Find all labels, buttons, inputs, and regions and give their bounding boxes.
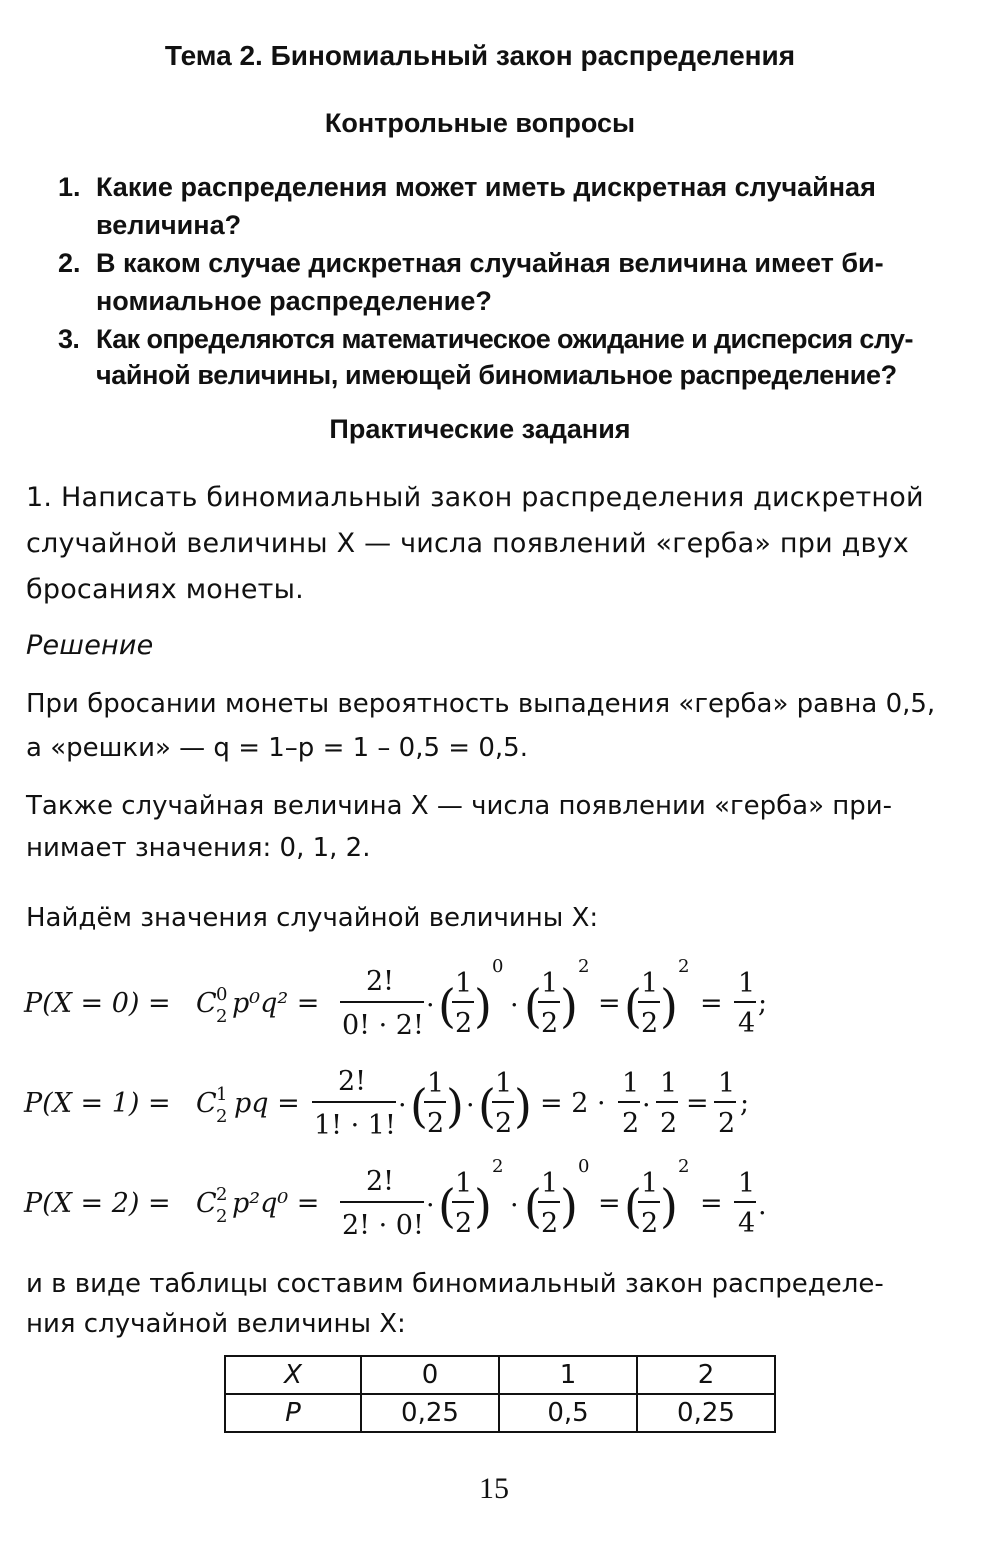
svg-text:(: (: [624, 1179, 642, 1233]
table-cell: 2: [637, 1356, 775, 1394]
svg-text:(: (: [624, 979, 642, 1033]
svg-text:1: 1: [455, 1168, 473, 1199]
table-cell: P: [225, 1394, 361, 1432]
formula-x0-tail: p⁰q² =: [232, 988, 320, 1019]
svg-text:1: 1: [738, 968, 756, 999]
formula-x1-frden: 1! · 1!: [314, 1110, 396, 1141]
svg-text:·: ·: [426, 990, 435, 1021]
formula-x1-csup: 1: [216, 1084, 228, 1105]
tasks-heading: Практические задания: [329, 414, 631, 444]
svg-text:2: 2: [678, 1156, 690, 1177]
svg-text:): ): [660, 1179, 678, 1233]
svg-text:2: 2: [492, 1156, 504, 1177]
svg-text:0: 0: [578, 1156, 590, 1177]
svg-text:2: 2: [718, 1108, 736, 1139]
svg-text:=: =: [700, 988, 723, 1019]
question-2-cont: номиальное распределение?: [96, 286, 492, 316]
formula-x1-tail: pq =: [234, 1088, 300, 1119]
svg-text:1: 1: [455, 968, 473, 999]
formula-x2: [23, 1156, 767, 1241]
para-4-line-2: ния случайной величины X:: [26, 1309, 406, 1339]
svg-text:2: 2: [678, 956, 690, 977]
svg-text:): ): [514, 1079, 532, 1133]
svg-text:2: 2: [455, 1208, 473, 1239]
formula-x2-c: C: [196, 1188, 217, 1219]
solution-label: Решение: [26, 630, 154, 661]
svg-text:(: (: [410, 1079, 428, 1133]
svg-text:1: 1: [641, 968, 659, 999]
formula-x2-lhs: P(X = 2) =: [24, 1188, 171, 1219]
question-2: 2. В каком случае дискретная случайная величина имеет би-: [58, 248, 884, 278]
formula-x1-mid: = 2 ·: [540, 1088, 606, 1119]
formula-x0: [23, 956, 767, 1041]
svg-text:4: 4: [738, 1208, 756, 1239]
svg-text:=: =: [700, 1188, 723, 1219]
svg-text:2: 2: [541, 1208, 559, 1239]
formula-x0-frnum: 2!: [366, 966, 395, 997]
formula-x2-csup: 2: [216, 1184, 228, 1205]
svg-text:.: .: [758, 1190, 767, 1221]
formula-x1-frnum: 2!: [338, 1066, 367, 1097]
svg-text:): ): [560, 1179, 578, 1233]
question-1: 1. Какие распределения может иметь дискретная случайная: [58, 172, 876, 202]
svg-text:·: ·: [642, 1090, 651, 1121]
svg-text:1: 1: [495, 1068, 513, 1099]
para-1-line-1: При бросании монеты вероятность выпадения «герба» равна 0,5,: [26, 689, 936, 719]
table-cell: 1: [499, 1356, 637, 1394]
svg-text:1: 1: [660, 1068, 678, 1099]
svg-text:2: 2: [495, 1108, 513, 1139]
formulas-block: [0, 950, 1000, 1250]
para-3: Найдём значения случайной величины X:: [26, 903, 599, 933]
formula-x2-csub: 2: [216, 1206, 228, 1227]
svg-text:1: 1: [541, 1168, 559, 1199]
formula-x1: [23, 1066, 749, 1141]
table-cell: 0,25: [361, 1394, 499, 1432]
svg-text:): ): [660, 979, 678, 1033]
svg-text:·: ·: [466, 1090, 475, 1121]
svg-text:·: ·: [510, 1190, 519, 1221]
task-1-line-3: бросаниях монеты.: [26, 574, 304, 605]
svg-text:2: 2: [578, 956, 590, 977]
svg-text:(: (: [438, 979, 456, 1033]
para-1-line-2: а «решки» — q = 1–p = 1 – 0,5 = 0,5.: [26, 733, 528, 763]
svg-text:·: ·: [510, 990, 519, 1021]
formula-x2-frden: 2! · 0!: [342, 1210, 424, 1241]
task-1-line-1: 1. Написать биномиальный закон распределения дискретной: [26, 482, 924, 513]
svg-text:): ): [446, 1079, 464, 1133]
formula-x0-csub: 2: [216, 1006, 228, 1027]
svg-text:2: 2: [427, 1108, 445, 1139]
svg-text:(: (: [438, 1179, 456, 1233]
svg-text:·: ·: [398, 1090, 407, 1121]
svg-text:;: ;: [758, 988, 768, 1019]
svg-text:=: =: [598, 988, 621, 1019]
question-3: 3. Как определяются математическое ожидание и дисперсия слу-: [58, 324, 913, 354]
svg-text:2: 2: [622, 1108, 640, 1139]
svg-text:(: (: [524, 979, 542, 1033]
table-cell: 0,25: [637, 1394, 775, 1432]
formula-x0-c: C: [196, 988, 217, 1019]
svg-text:2: 2: [541, 1008, 559, 1039]
svg-text:1: 1: [738, 1168, 756, 1199]
svg-text:): ): [474, 1179, 492, 1233]
para-2-line-1: Также случайная величина X — числа появлении «герба» при-: [26, 791, 893, 821]
svg-text:0: 0: [492, 956, 504, 977]
svg-text:;: ;: [740, 1088, 750, 1119]
svg-text:(: (: [478, 1079, 496, 1133]
table-cell: 0,5: [499, 1394, 637, 1432]
question-1-cont: величина?: [96, 210, 242, 240]
svg-text:2: 2: [641, 1208, 659, 1239]
svg-text:): ): [474, 979, 492, 1033]
para-4-line-1: и в виде таблицы составим биномиальный закон распределе-: [26, 1269, 884, 1299]
svg-text:2: 2: [660, 1108, 678, 1139]
questions-heading: Контрольные вопросы: [324, 108, 636, 138]
svg-text:4: 4: [738, 1008, 756, 1039]
question-3-cont: чайной величины, имеющей биномиальное распределение?: [96, 360, 897, 390]
task-1-line-2: случайной величины X — числа появлений «герба» при двух: [26, 528, 909, 559]
formula-x0-csup: 0: [216, 984, 228, 1005]
svg-text:·: ·: [426, 1190, 435, 1221]
distribution-table: [224, 1355, 776, 1433]
formula-x1-c: C: [196, 1088, 217, 1119]
formula-x2-frnum: 2!: [366, 1166, 395, 1197]
page-number: 15: [479, 1472, 509, 1505]
svg-text:1: 1: [718, 1068, 736, 1099]
table-cell: 0: [361, 1356, 499, 1394]
svg-text:): ): [560, 979, 578, 1033]
svg-text:1: 1: [541, 968, 559, 999]
page-heading: Тема 2. Биномиальный закон распределения: [164, 40, 796, 71]
svg-text:=: =: [598, 1188, 621, 1219]
formula-x1-csub: 2: [216, 1106, 228, 1127]
formula-x2-tail: p²q⁰ =: [232, 1188, 320, 1219]
table-row: [225, 1356, 775, 1394]
table-row: [225, 1394, 775, 1432]
svg-text:2: 2: [641, 1008, 659, 1039]
table-cell: X: [225, 1356, 361, 1394]
svg-text:1: 1: [641, 1168, 659, 1199]
formula-x1-lhs: P(X = 1) =: [24, 1088, 171, 1119]
formula-x0-frden: 0! · 2!: [342, 1010, 424, 1041]
svg-text:2: 2: [455, 1008, 473, 1039]
svg-text:=: =: [686, 1088, 709, 1119]
svg-text:(: (: [524, 1179, 542, 1233]
formula-x0-lhs: P(X = 0) =: [24, 988, 171, 1019]
para-2-line-2: нимает значения: 0, 1, 2.: [26, 833, 371, 863]
svg-text:1: 1: [427, 1068, 445, 1099]
svg-text:1: 1: [622, 1068, 640, 1099]
